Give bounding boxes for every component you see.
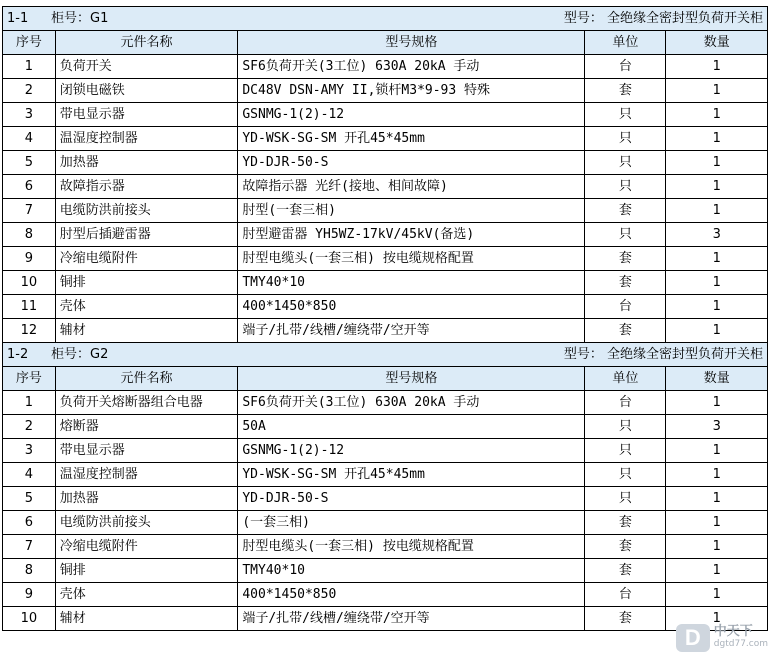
model-spec: GSNMG-1(2)-12 <box>238 439 585 463</box>
header-no: 序号 <box>3 367 56 391</box>
unit: 套 <box>585 319 666 343</box>
model-spec: TMY40*10 <box>238 271 585 295</box>
unit: 只 <box>585 487 666 511</box>
row-number: 8 <box>3 559 56 583</box>
model-spec: YD-DJR-50-S <box>238 487 585 511</box>
row-number: 9 <box>3 247 56 271</box>
quantity: 3 <box>666 415 768 439</box>
component-name: 负荷开关 <box>55 55 238 79</box>
row-number: 4 <box>3 463 56 487</box>
component-name: 温湿度控制器 <box>55 127 238 151</box>
header-no: 序号 <box>3 31 56 55</box>
unit: 只 <box>585 103 666 127</box>
row-number: 2 <box>3 415 56 439</box>
component-name: 辅材 <box>55 607 238 631</box>
watermark-name: 中天下 <box>713 624 753 639</box>
table-row <box>3 415 768 439</box>
header-unit: 单位 <box>585 31 666 55</box>
quantity: 1 <box>666 271 768 295</box>
table-row <box>3 247 768 271</box>
quantity: 3 <box>666 223 768 247</box>
component-name: 故障指示器 <box>55 175 238 199</box>
table-row <box>3 127 768 151</box>
component-name: 壳体 <box>55 295 238 319</box>
unit: 只 <box>585 127 666 151</box>
table-row <box>3 439 768 463</box>
column-header-row <box>3 31 768 55</box>
component-name: 负荷开关熔断器组合电器 <box>55 391 238 415</box>
model-spec: YD-WSK-SG-SM 开孔45*45mm <box>238 463 585 487</box>
unit: 套 <box>585 247 666 271</box>
header-qty: 数量 <box>666 31 768 55</box>
row-number: 10 <box>3 271 56 295</box>
quantity: 1 <box>666 175 768 199</box>
unit: 只 <box>585 223 666 247</box>
table-row <box>3 151 768 175</box>
header-spec: 型号规格 <box>238 31 585 55</box>
unit: 套 <box>585 79 666 103</box>
section-title-row <box>3 7 768 31</box>
table-row <box>3 487 768 511</box>
unit: 只 <box>585 439 666 463</box>
model-spec: 肘型电缆头(一套三相) 按电缆规格配置 <box>238 535 585 559</box>
model-spec: GSNMG-1(2)-12 <box>238 103 585 127</box>
model-spec: SF6负荷开关(3工位) 630A 20kA 手动 <box>238 391 585 415</box>
row-number: 2 <box>3 79 56 103</box>
header-spec: 型号规格 <box>238 367 585 391</box>
header-qty: 数量 <box>666 367 768 391</box>
unit: 套 <box>585 559 666 583</box>
component-name: 肘型后插避雷器 <box>55 223 238 247</box>
quantity: 1 <box>666 55 768 79</box>
model-spec: 端子/扎带/线槽/缠绕带/空开等 <box>238 319 585 343</box>
quantity: 1 <box>666 583 768 607</box>
quantity: 1 <box>666 487 768 511</box>
unit: 套 <box>585 199 666 223</box>
row-number: 6 <box>3 511 56 535</box>
quantity: 1 <box>666 607 768 631</box>
table-row <box>3 607 768 631</box>
model-spec: 50A <box>238 415 585 439</box>
model-spec: SF6负荷开关(3工位) 630A 20kA 手动 <box>238 55 585 79</box>
component-name: 闭锁电磁铁 <box>55 79 238 103</box>
component-name: 冷缩电缆附件 <box>55 535 238 559</box>
unit: 只 <box>585 151 666 175</box>
watermark-text <box>714 626 768 650</box>
model-spec: TMY40*10 <box>238 559 585 583</box>
row-number: 12 <box>3 319 56 343</box>
quantity: 1 <box>666 79 768 103</box>
model-spec: 端子/扎带/线槽/缠绕带/空开等 <box>238 607 585 631</box>
parts-table-body <box>3 7 768 631</box>
row-number: 6 <box>3 175 56 199</box>
model-spec: 故障指示器 光纤(接地、相间故障) <box>238 175 585 199</box>
model-spec: (一套三相) <box>238 511 585 535</box>
table-row <box>3 319 768 343</box>
cabinet-number: 柜号：G2 <box>51 347 109 362</box>
row-number: 1 <box>3 55 56 79</box>
component-name: 加热器 <box>55 151 238 175</box>
row-number: 3 <box>3 439 56 463</box>
quantity: 1 <box>666 535 768 559</box>
cabinet-model: 型号： 全绝缘全密封型负荷开关柜 <box>563 347 763 362</box>
model-spec: 肘型电缆头(一套三相) 按电缆规格配置 <box>238 247 585 271</box>
component-name: 电缆防洪前接头 <box>55 511 238 535</box>
model-spec: YD-DJR-50-S <box>238 151 585 175</box>
table-row <box>3 175 768 199</box>
row-number: 7 <box>3 535 56 559</box>
row-number: 5 <box>3 487 56 511</box>
quantity: 1 <box>666 391 768 415</box>
component-name: 电缆防洪前接头 <box>55 199 238 223</box>
table-row <box>3 463 768 487</box>
row-number: 3 <box>3 103 56 127</box>
quantity: 1 <box>666 439 768 463</box>
table-row <box>3 391 768 415</box>
table-row <box>3 271 768 295</box>
table-row <box>3 103 768 127</box>
component-name: 壳体 <box>55 583 238 607</box>
table-row <box>3 199 768 223</box>
model-spec: DC48V DSN-AMY II,锁杆M3*9-93 特殊 <box>238 79 585 103</box>
unit: 套 <box>585 271 666 295</box>
quantity: 1 <box>666 559 768 583</box>
section-id: 1-2 <box>7 347 29 362</box>
row-number: 5 <box>3 151 56 175</box>
row-number: 8 <box>3 223 56 247</box>
table-row <box>3 295 768 319</box>
component-name: 辅材 <box>55 319 238 343</box>
watermark <box>676 624 768 652</box>
section-title <box>3 7 768 31</box>
header-name: 元件名称 <box>55 367 238 391</box>
parts-table <box>2 6 768 631</box>
unit: 套 <box>585 535 666 559</box>
unit: 台 <box>585 391 666 415</box>
quantity: 1 <box>666 247 768 271</box>
component-name: 熔断器 <box>55 415 238 439</box>
table-row <box>3 511 768 535</box>
watermark-logo-icon: D <box>676 624 710 652</box>
section-title-row <box>3 343 768 367</box>
table-row <box>3 223 768 247</box>
table-row <box>3 583 768 607</box>
header-name: 元件名称 <box>55 31 238 55</box>
quantity: 1 <box>666 151 768 175</box>
component-name: 带电显示器 <box>55 103 238 127</box>
column-header-row <box>3 367 768 391</box>
table-row <box>3 559 768 583</box>
quantity: 1 <box>666 463 768 487</box>
table-row <box>3 55 768 79</box>
section-title <box>3 343 768 367</box>
cabinet-model: 型号： 全绝缘全密封型负荷开关柜 <box>563 11 763 26</box>
unit: 台 <box>585 583 666 607</box>
component-name: 铜排 <box>55 271 238 295</box>
table-row <box>3 535 768 559</box>
model-spec: 400*1450*850 <box>238 295 585 319</box>
cabinet-number: 柜号：G1 <box>51 11 109 26</box>
quantity: 1 <box>666 295 768 319</box>
model-spec: 400*1450*850 <box>238 583 585 607</box>
component-name: 铜排 <box>55 559 238 583</box>
quantity: 1 <box>666 199 768 223</box>
component-name: 温湿度控制器 <box>55 463 238 487</box>
unit: 台 <box>585 55 666 79</box>
unit: 只 <box>585 175 666 199</box>
component-name: 带电显示器 <box>55 439 238 463</box>
header-unit: 单位 <box>585 367 666 391</box>
unit: 台 <box>585 295 666 319</box>
unit: 只 <box>585 463 666 487</box>
section-id: 1-1 <box>7 11 29 26</box>
row-number: 10 <box>3 607 56 631</box>
table-row <box>3 79 768 103</box>
unit: 只 <box>585 415 666 439</box>
component-name: 冷缩电缆附件 <box>55 247 238 271</box>
quantity: 1 <box>666 511 768 535</box>
quantity: 1 <box>666 103 768 127</box>
quantity: 1 <box>666 127 768 151</box>
row-number: 1 <box>3 391 56 415</box>
row-number: 9 <box>3 583 56 607</box>
quantity: 1 <box>666 319 768 343</box>
component-name: 加热器 <box>55 487 238 511</box>
row-number: 7 <box>3 199 56 223</box>
model-spec: YD-WSK-SG-SM 开孔45*45mm <box>238 127 585 151</box>
model-spec: 肘型(一套三相) <box>238 199 585 223</box>
row-number: 4 <box>3 127 56 151</box>
unit: 套 <box>585 607 666 631</box>
unit: 套 <box>585 511 666 535</box>
watermark-url: dgtd77.com <box>713 639 768 649</box>
model-spec: 肘型避雷器 YH5WZ-17kV/45kV(备选) <box>238 223 585 247</box>
row-number: 11 <box>3 295 56 319</box>
